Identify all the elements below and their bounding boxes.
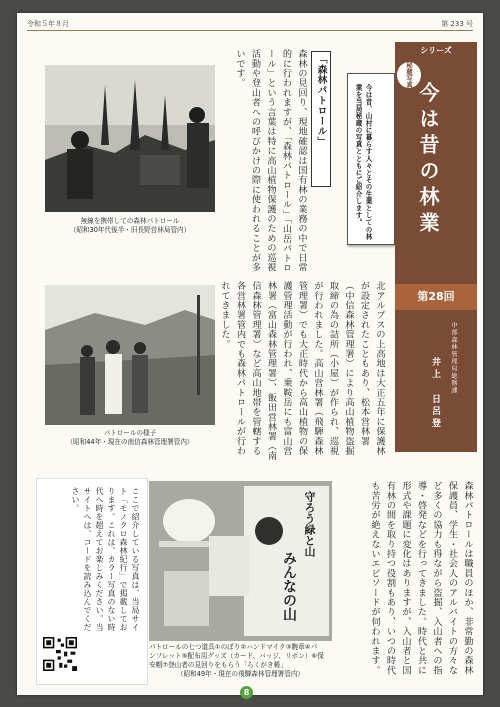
website-note-text: ここで紹介している写真は、当局サイト「モノクロ森林紀行」で掲載しております。これは、カラー写真のない時代へ時を超えてお楽しみください。当サイトへは、コードを読み込んでください。	[71, 487, 140, 632]
series-badge: 秘蔵写真	[397, 62, 421, 88]
series-title: 今は昔の林業	[416, 82, 440, 238]
article-body-middle: 北アルプスの上高地は大正五年に保護林が設定されたこともあり、松本営林署（中信森林管理署）により高山植物盗掘取締の為の詰所（小屋）が作られ、巡視が行われました。高山営林署（飛騨森林管理署）でも大正時代から高山植物の保護管理活動が行われ、乗鞍岳にも富山営林署（富山森林管理署）、飯田営林署（南信森林管理署）など高山地帯を管轄する各営林署管内でも森林パトロールが行われてきました。	[219, 281, 385, 461]
page-number: 8	[240, 686, 253, 699]
photo1-caption	[45, 217, 215, 235]
series-label: シリーズ	[420, 46, 452, 55]
photo3-caption	[149, 643, 332, 679]
website-note-box	[36, 478, 148, 685]
page	[17, 13, 483, 695]
author-organization: 中部森林管理局総務課	[450, 322, 457, 394]
header-rule	[27, 30, 473, 31]
series-banner	[395, 42, 477, 452]
photo1-caption-line1: 無線を携帯しての森林パトロール	[80, 217, 180, 225]
photo3-caption-line2: ンフレット⑤配布用グッズ（カード、バッジ、リボン）⑥保	[149, 652, 324, 660]
photo3-caption-line4: （昭和49年・現在の飛騨森林管理署管内）	[176, 670, 305, 678]
photo-patrol-scene	[45, 285, 215, 425]
photo-forest-patrol-radio	[45, 65, 215, 212]
article-body-top: 森林の見回り、現地確認は国有林の業務の中で日常的に行われますが、「森林パトロール」「山岳パトロール」という言葉は特に高山植物保護のための巡視活動や登山者への呼びかけの際に使われることが多いです。	[234, 49, 307, 273]
series-issue: 第28回	[395, 284, 477, 310]
photo3-caption-line3: 安帽⑦登山者の見回りをもらう「らくがき帳」	[149, 661, 287, 669]
issue-number: 第 233 号	[441, 20, 473, 28]
photo2-caption-line1: パトロールの様子	[103, 429, 157, 437]
photo2-caption-line2: （昭和44年・現在の南信森林管理署管内）	[66, 438, 194, 446]
issue-date: 令和５年８月	[27, 20, 69, 28]
article-heading: 「森林パトロール」	[311, 51, 331, 187]
photo1-caption-line2: （昭和30年代後半・旧長野営林局管内）	[69, 226, 191, 234]
photo-patrol-tools	[149, 481, 332, 641]
photo2-caption	[45, 429, 215, 447]
banner-sign: 守ろう緑と山	[303, 491, 316, 557]
article-body-bottom: 森林パトロールは職員のほか、非常勤の森林保護員、学生・社会人のアルバイトの方々など多くの協力も得ながら盗掘、入山者への指導・啓発などを行ってきました。時代と共に形式や課題に変化はありますが、入山者と国有林の間を取り持つ役割もあり、いつの時代も苦労が絶えないエピソードが伺われます。	[369, 481, 473, 675]
qr-code-icon[interactable]	[43, 637, 77, 671]
banner-sign2: みんなの山	[281, 551, 297, 621]
photo3-caption-line1: パトロールの七つ道具①のぼり②ハンドマイク③腕章④パ	[149, 643, 318, 651]
series-intro-line2: 林業を当局秘蔵の写真とともにご紹介します。	[354, 84, 372, 241]
author-name: 井上 日呂登	[430, 357, 440, 430]
series-intro-tag	[347, 73, 395, 245]
series-intro-line1: 今は昔、山村に暮らす人々とその生業としての	[364, 84, 372, 234]
series-intro-text	[353, 84, 373, 244]
